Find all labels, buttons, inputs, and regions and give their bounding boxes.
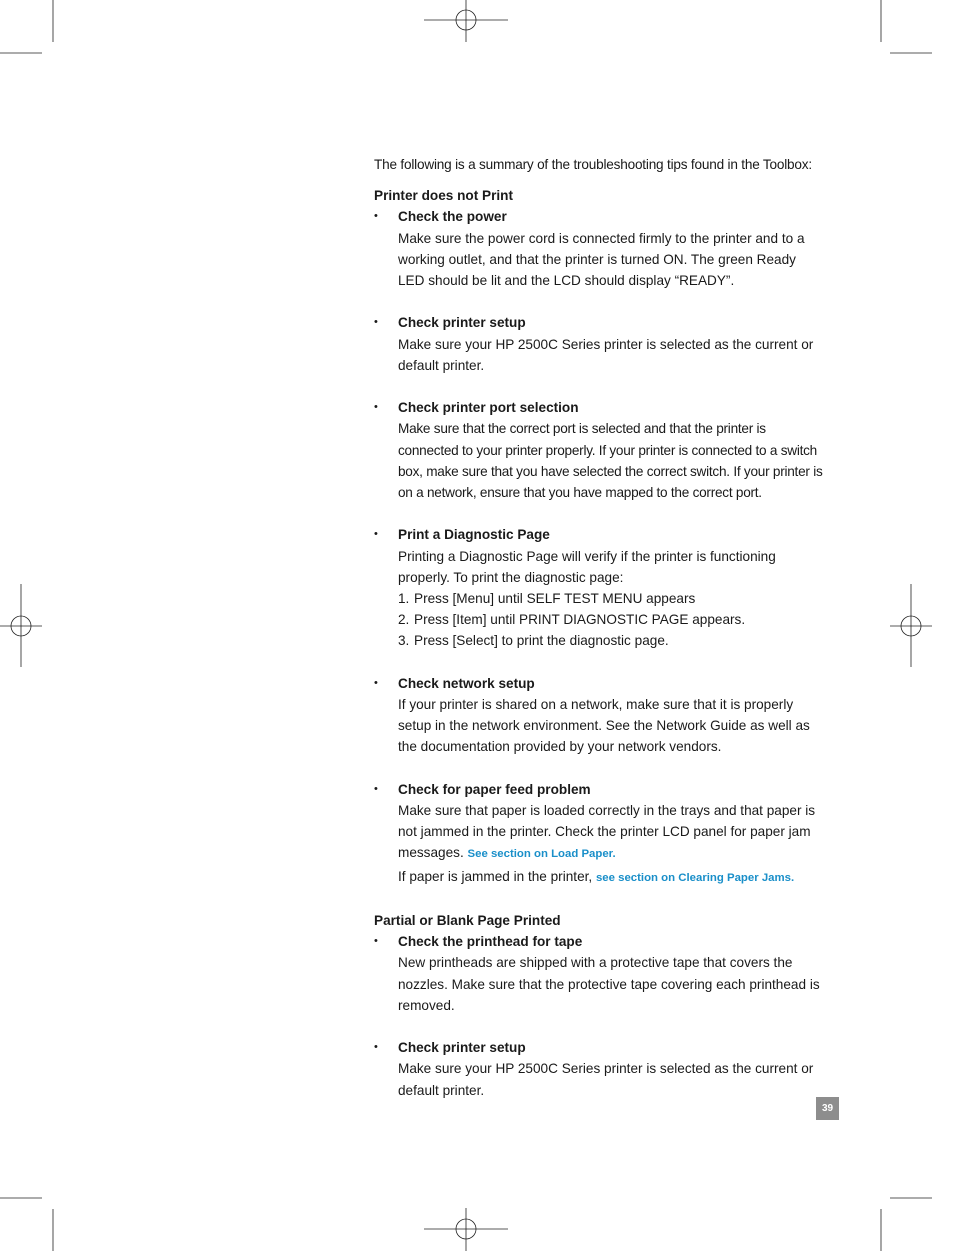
bullet: • xyxy=(374,210,378,223)
tip-text: Make sure that the correct port is selected and that the printer is connected to your printer properly. If your printer is connected to a switch box, make sure that you have selected the correct switch. If your printer is on a network, ensure that you have mapped to the correct port. xyxy=(398,421,823,501)
tip-text: Make sure the power cord is connected firmly to the printer and to a working outlet, and that the printer is turned ON. The green Ready LED should be lit and the LCD should display “READY”. xyxy=(398,230,805,289)
bullet: • xyxy=(374,676,378,689)
tip-print-diagnostic-page xyxy=(374,524,824,651)
tip-title: Check printer port selection xyxy=(398,400,579,416)
load-paper-link[interactable]: See section on Load Paper. xyxy=(467,848,616,861)
tip-text: If paper is jammed in the printer, xyxy=(398,868,593,884)
tip-title: Check printer setup xyxy=(398,315,526,331)
section-printer-does-not-print xyxy=(374,185,824,889)
registration-mark-top xyxy=(424,0,508,42)
tip-title: Check the power xyxy=(398,209,507,225)
tip-text: Printing a Diagnostic Page will verify if the printer is functioning properly. To print the diagnostic page: xyxy=(398,548,776,585)
step-number: 1. xyxy=(398,591,410,607)
tip-check-printer-setup-2 xyxy=(374,1037,824,1101)
bullet: • xyxy=(374,316,378,329)
bullet: • xyxy=(374,1041,378,1054)
tip-text: Make sure your HP 2500C Series printer is selected as the current or default printer. xyxy=(398,336,814,373)
step-number: 3. xyxy=(398,633,410,649)
step-item xyxy=(398,588,824,609)
tip-text-with-link xyxy=(398,800,824,866)
bullet: • xyxy=(374,935,378,948)
section-heading: Printer does not Print xyxy=(374,188,513,204)
tip-check-printhead-tape xyxy=(374,931,824,1016)
step-text: Press [Menu] until SELF TEST MENU appears xyxy=(414,591,696,607)
bullet: • xyxy=(374,401,378,414)
tip-title: Print a Diagnostic Page xyxy=(398,527,550,543)
tip-check-paper-feed xyxy=(374,779,824,889)
tip-title: Check printer setup xyxy=(398,1040,526,1056)
page-number-badge: 39 xyxy=(816,1097,839,1120)
tip-title: Check for paper feed problem xyxy=(398,781,591,797)
tip-text: New printheads are shipped with a protective tape that covers the nozzles. Make sure that the protective tape covering each printhead is removed. xyxy=(398,955,820,1013)
troubleshooting-content xyxy=(374,154,824,1122)
registration-mark-bottom xyxy=(424,1208,508,1251)
tip-text: Make sure your HP 2500C Series printer is selected as the current or default printer. xyxy=(398,1061,814,1098)
tip-check-port-selection xyxy=(374,397,824,503)
tip-check-network-setup xyxy=(374,673,824,758)
registration-mark-right xyxy=(890,584,932,667)
section-heading: Partial or Blank Page Printed xyxy=(374,913,561,929)
tip-text: Make sure that paper is loaded correctly in the trays and that paper is not jammed in the printer. Check the printer LCD panel for paper jam messages. xyxy=(398,803,816,861)
step-item xyxy=(398,609,824,630)
tip-title: Check network setup xyxy=(398,675,535,691)
step-text: Press [Select] to print the diagnostic page. xyxy=(414,633,669,649)
tip-check-printer-setup xyxy=(374,312,824,376)
tip-title: Check the printhead for tape xyxy=(398,934,583,950)
tip-text-with-link xyxy=(398,866,824,889)
clearing-paper-jams-link[interactable]: see section on Clearing Paper Jams. xyxy=(595,871,795,884)
diagnostic-steps xyxy=(398,588,824,652)
section-partial-blank-page xyxy=(374,910,824,1101)
bullet: • xyxy=(374,528,378,541)
step-item xyxy=(398,630,824,651)
step-number: 2. xyxy=(398,612,410,628)
tip-check-power xyxy=(374,206,824,291)
step-text: Press [Item] until PRINT DIAGNOSTIC PAGE appears. xyxy=(414,612,746,628)
bullet: • xyxy=(374,782,378,795)
tip-text: If your printer is shared on a network, make sure that it is properly setup in the network environment. See the Network Guide as well as the documentation provided by your network vendors. xyxy=(398,697,810,755)
registration-mark-left xyxy=(0,584,42,667)
intro-text: The following is a summary of the troubleshooting tips found in the Toolbox: xyxy=(374,157,812,172)
